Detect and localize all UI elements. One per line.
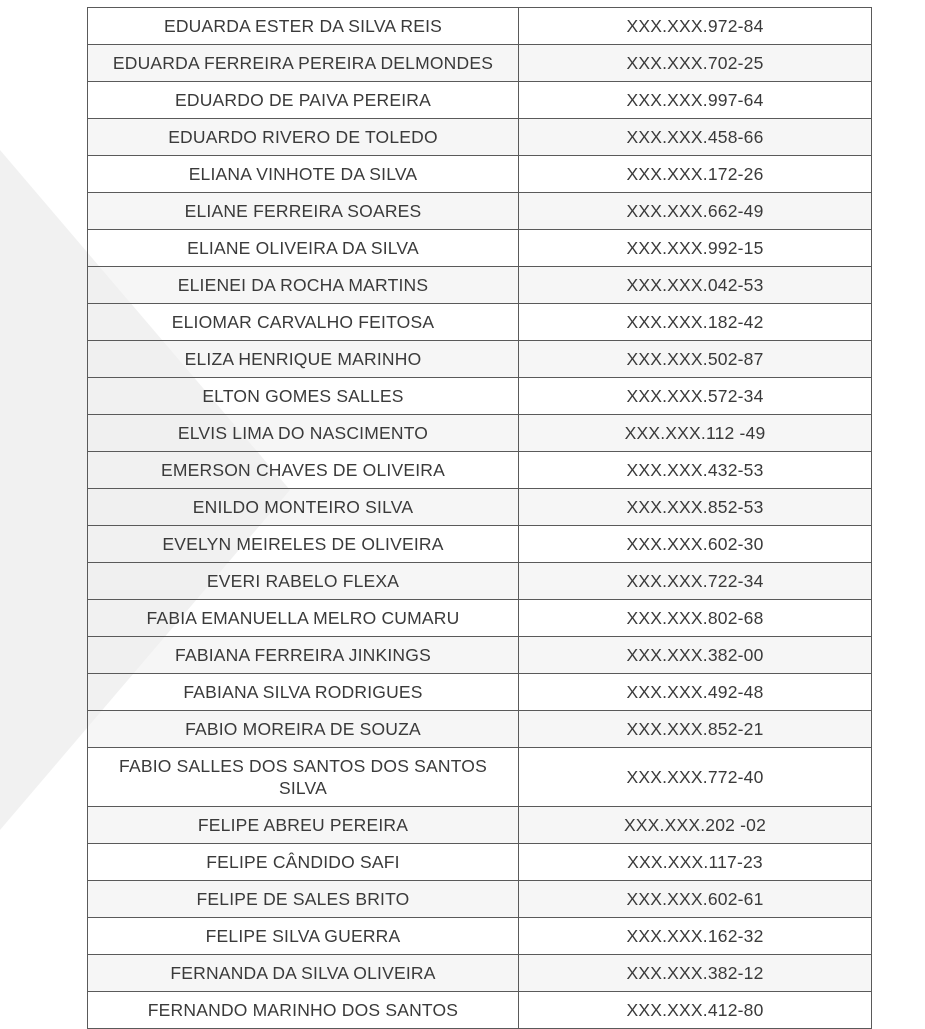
name-cell: ENILDO MONTEIRO SILVA	[88, 489, 519, 526]
name-cell: FERNANDO MARINHO DOS SANTOS	[88, 992, 519, 1029]
cpf-cell: XXX.XXX.117-23	[519, 844, 872, 881]
name-cell: FABIANA SILVA RODRIGUES	[88, 674, 519, 711]
name-cell: FABIA EMANUELLA MELRO CUMARU	[88, 600, 519, 637]
table-row	[88, 918, 872, 955]
cpf-cell: XXX.XXX.772-40	[519, 748, 872, 807]
table-row	[88, 415, 872, 452]
name-cell: EVERI RABELO FLEXA	[88, 563, 519, 600]
cpf-cell: XXX.XXX.182-42	[519, 304, 872, 341]
name-cell: ELIENEI DA ROCHA MARTINS	[88, 267, 519, 304]
table-row	[88, 563, 872, 600]
name-cell: FELIPE DE SALES BRITO	[88, 881, 519, 918]
cpf-cell: XXX.XXX.492-48	[519, 674, 872, 711]
table-row	[88, 156, 872, 193]
cpf-cell: XXX.XXX.852-21	[519, 711, 872, 748]
name-cell: ELIANE OLIVEIRA DA SILVA	[88, 230, 519, 267]
cpf-cell: XXX.XXX.112 -49	[519, 415, 872, 452]
table-row	[88, 844, 872, 881]
cpf-cell: XXX.XXX.412-80	[519, 992, 872, 1029]
cpf-cell: XXX.XXX.432-53	[519, 452, 872, 489]
name-cell: FELIPE CÂNDIDO SAFI	[88, 844, 519, 881]
table-row	[88, 637, 872, 674]
name-cell: ELTON GOMES SALLES	[88, 378, 519, 415]
cpf-cell: XXX.XXX.852-53	[519, 489, 872, 526]
name-cell: EMERSON CHAVES DE OLIVEIRA	[88, 452, 519, 489]
name-cell: ELIANE FERREIRA SOARES	[88, 193, 519, 230]
name-cell: ELIOMAR CARVALHO FEITOSA	[88, 304, 519, 341]
name-cell: EDUARDO DE PAIVA PEREIRA	[88, 82, 519, 119]
table-row	[88, 711, 872, 748]
cpf-cell: XXX.XXX.972-84	[519, 8, 872, 45]
name-cell: ELIZA HENRIQUE MARINHO	[88, 341, 519, 378]
table-row	[88, 230, 872, 267]
table-row	[88, 526, 872, 563]
names-cpf-table	[87, 7, 872, 1029]
name-cell: EDUARDA ESTER DA SILVA REIS	[88, 8, 519, 45]
name-cell: FABIO MOREIRA DE SOUZA	[88, 711, 519, 748]
table-row	[88, 304, 872, 341]
cpf-cell: XXX.XXX.042-53	[519, 267, 872, 304]
name-cell: FELIPE SILVA GUERRA	[88, 918, 519, 955]
cpf-cell: XXX.XXX.382-12	[519, 955, 872, 992]
cpf-cell: XXX.XXX.997-64	[519, 82, 872, 119]
name-cell: EDUARDO RIVERO DE TOLEDO	[88, 119, 519, 156]
table-row	[88, 8, 872, 45]
name-cell: FABIO SALLES DOS SANTOS DOS SANTOS SILVA	[88, 748, 519, 807]
cpf-cell: XXX.XXX.172-26	[519, 156, 872, 193]
table-row	[88, 489, 872, 526]
cpf-cell: XXX.XXX.992-15	[519, 230, 872, 267]
table-row	[88, 267, 872, 304]
table-row	[88, 600, 872, 637]
table-row	[88, 992, 872, 1029]
name-cell: EDUARDA FERREIRA PEREIRA DELMONDES	[88, 45, 519, 82]
name-cell: ELIANA VINHOTE DA SILVA	[88, 156, 519, 193]
name-cell: FERNANDA DA SILVA OLIVEIRA	[88, 955, 519, 992]
table-row	[88, 378, 872, 415]
table-row	[88, 748, 872, 807]
cpf-cell: XXX.XXX.572-34	[519, 378, 872, 415]
table-row	[88, 881, 872, 918]
name-cell: FABIANA FERREIRA JINKINGS	[88, 637, 519, 674]
cpf-cell: XXX.XXX.722-34	[519, 563, 872, 600]
cpf-cell: XXX.XXX.502-87	[519, 341, 872, 378]
table-row	[88, 807, 872, 844]
table-row	[88, 193, 872, 230]
table-row	[88, 452, 872, 489]
table-row	[88, 674, 872, 711]
cpf-cell: XXX.XXX.662-49	[519, 193, 872, 230]
document-table-wrapper	[87, 7, 837, 1029]
table-row	[88, 45, 872, 82]
cpf-cell: XXX.XXX.382-00	[519, 637, 872, 674]
name-cell: ELVIS LIMA DO NASCIMENTO	[88, 415, 519, 452]
table-row	[88, 82, 872, 119]
cpf-cell: XXX.XXX.202 -02	[519, 807, 872, 844]
cpf-cell: XXX.XXX.602-30	[519, 526, 872, 563]
cpf-cell: XXX.XXX.702-25	[519, 45, 872, 82]
cpf-cell: XXX.XXX.458-66	[519, 119, 872, 156]
cpf-cell: XXX.XXX.802-68	[519, 600, 872, 637]
cpf-cell: XXX.XXX.602-61	[519, 881, 872, 918]
table-row	[88, 119, 872, 156]
table-row	[88, 341, 872, 378]
table-row	[88, 955, 872, 992]
name-cell: FELIPE ABREU PEREIRA	[88, 807, 519, 844]
name-cell: EVELYN MEIRELES DE OLIVEIRA	[88, 526, 519, 563]
cpf-cell: XXX.XXX.162-32	[519, 918, 872, 955]
